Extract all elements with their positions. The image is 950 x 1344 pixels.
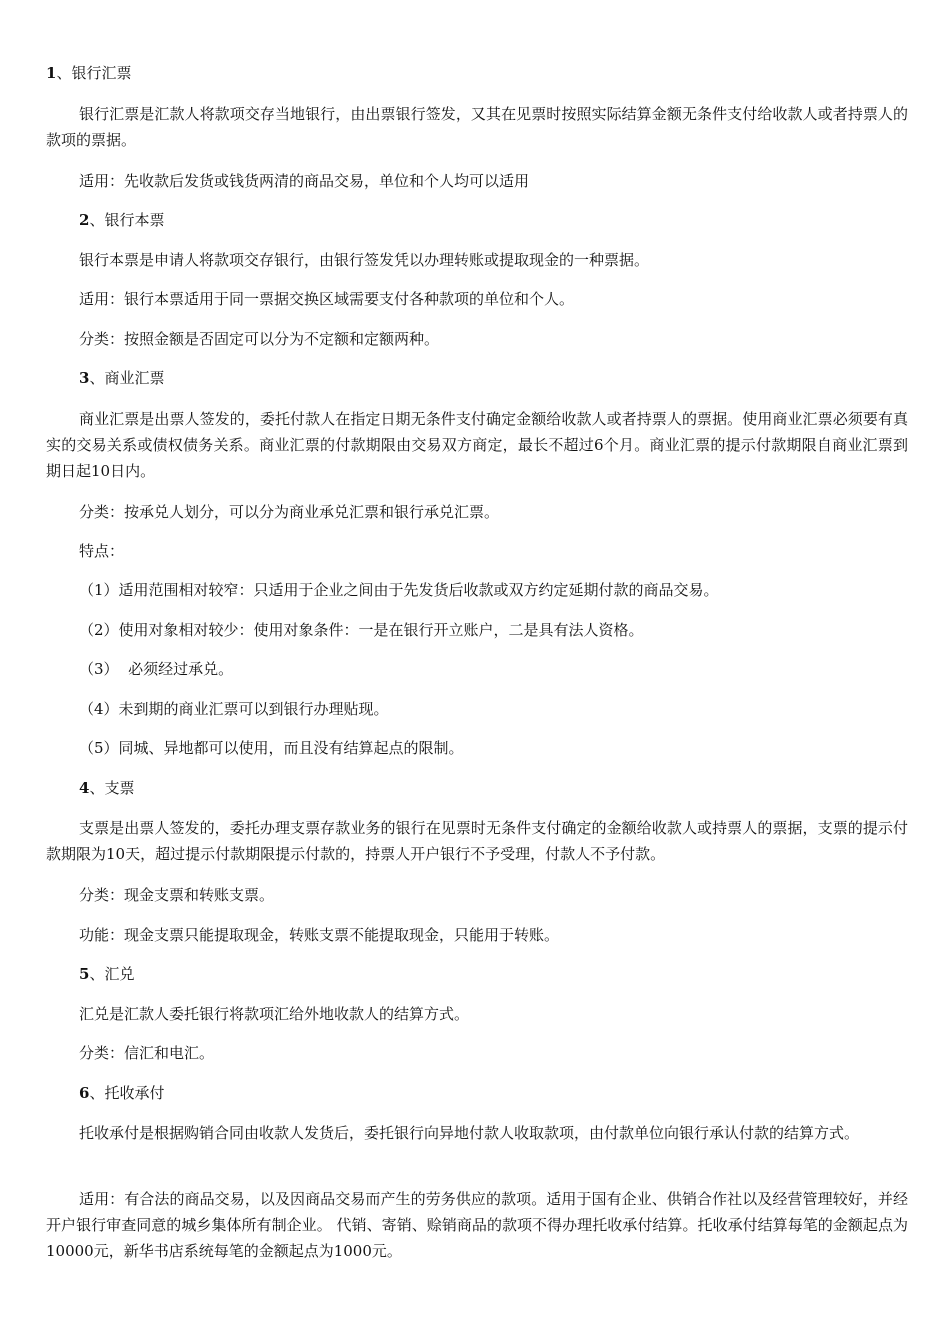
section-title: 、支票 bbox=[89, 779, 135, 797]
paragraph: 支票是出票人签发的，委托办理支票存款业务的银行在见票时无条件支付确定的金额给收款人或持票人的票据，支票的提示付款期限为10天，超过提示付款期限提示付款的，持票人开户银行不予受理，付款人不予付款。 bbox=[46, 819, 908, 863]
section-heading bbox=[46, 60, 908, 86]
section-number: 6 bbox=[79, 1084, 90, 1102]
paragraph: 分类：按照金额是否固定可以分为不定额和定额两种。 bbox=[79, 330, 440, 348]
section-heading bbox=[46, 207, 941, 233]
section-number: 3 bbox=[79, 369, 90, 387]
paragraph: 托收承付是根据购销合同由收款人发货后，委托银行向异地付款人收取款项，由付款单位向银行承认付款的结算方式。 bbox=[79, 1124, 860, 1142]
paragraph: 分类：信汇和电汇。 bbox=[79, 1044, 215, 1062]
paragraph: 适用：有合法的商品交易，以及因商品交易而产生的劳务供应的款项。适用于国有企业、供销合作社以及经营管理较好，并经开户银行审查同意的城乡集体所有制企业。 代销、寄销、赊销商品的款项不得办理托收承付结算。托收承付结算每笔的金额起点为10000元，新华书店系统每笔的金额起点为1000元。 bbox=[46, 1190, 908, 1260]
paragraph: 商业汇票是出票人签发的，委托付款人在指定日期无条件支付确定金额给收款人或者持票人的票据。使用商业汇票必须要有真实的交易关系或债权债务关系。商业汇票的付款期限由交易双方商定，最长不超过6个月。商业汇票的提示付款期限自商业汇票到期日起10日内。 bbox=[46, 410, 908, 480]
section-heading bbox=[46, 775, 941, 801]
paragraph: 适用：银行本票适用于同一票据交换区域需要支付各种款项的单位和个人。 bbox=[79, 290, 575, 308]
list-item: （4）未到期的商业汇票可以到银行办理贴现。 bbox=[79, 700, 389, 718]
paragraph: 特点： bbox=[79, 542, 125, 560]
list-item: （3） 必须经过承兑。 bbox=[79, 660, 234, 678]
list-item: （1）适用范围相对较窄：只适用于企业之间由于先发货后收款或双方约定延期付款的商品交易。 bbox=[79, 581, 719, 599]
paragraph: 分类：现金支票和转账支票。 bbox=[79, 886, 275, 904]
section-title: 、托收承付 bbox=[89, 1084, 165, 1102]
section-number: 4 bbox=[79, 779, 90, 797]
section-number: 2 bbox=[79, 211, 90, 229]
paragraph: 银行本票是申请人将款项交存银行，由银行签发凭以办理转账或提取现金的一种票据。 bbox=[79, 251, 650, 269]
paragraph: 适用：先收款后发货或钱货两清的商品交易，单位和个人均可以适用 bbox=[79, 172, 530, 190]
paragraph: 银行汇票是汇款人将款项交存当地银行，由出票银行签发，又其在见票时按照实际结算金额无条件支付给收款人或者持票人的款项的票据。 bbox=[46, 105, 908, 149]
section-title: 、银行本票 bbox=[89, 211, 165, 229]
section-title: 、汇兑 bbox=[89, 965, 135, 983]
paragraph: 汇兑是汇款人委托银行将款项汇给外地收款人的结算方式。 bbox=[79, 1005, 470, 1023]
paragraph: 功能：现金支票只能提取现金，转账支票不能提取现金，只能用于转账。 bbox=[79, 926, 560, 944]
section-title: 、商业汇票 bbox=[89, 369, 165, 387]
section-heading bbox=[46, 961, 941, 987]
section-title: 、银行汇票 bbox=[56, 64, 132, 82]
section-heading bbox=[46, 1080, 941, 1106]
list-item: （5）同城、异地都可以使用，而且没有结算起点的限制。 bbox=[79, 739, 464, 757]
section-number: 1 bbox=[46, 64, 57, 82]
section-number: 5 bbox=[79, 965, 90, 983]
section-heading bbox=[46, 365, 941, 391]
list-item: （2）使用对象相对较少：使用对象条件：一是在银行开立账户，二是具有法人资格。 bbox=[79, 621, 644, 639]
paragraph: 分类：按承兑人划分，可以分为商业承兑汇票和银行承兑汇票。 bbox=[79, 503, 500, 521]
